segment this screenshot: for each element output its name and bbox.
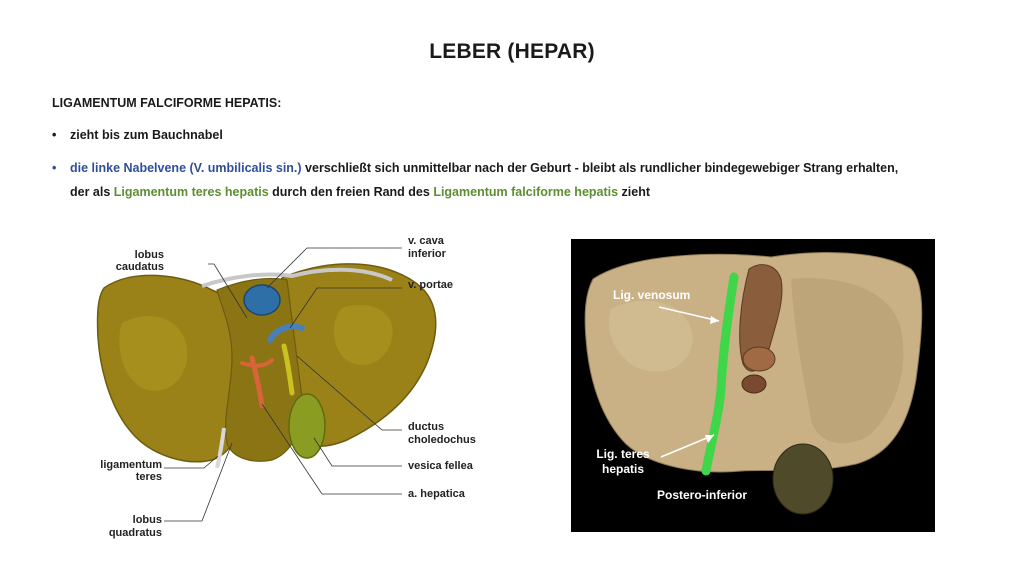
gallbladder: [773, 444, 833, 514]
label-lobus-quadratus: quadratus: [108, 527, 162, 539]
liver-photo-svg: [571, 239, 935, 532]
bullet-icon: •: [52, 161, 57, 175]
bullet-text: [70, 156, 972, 204]
vena-cava: [244, 285, 280, 315]
liver-diagram-svg: [92, 228, 492, 540]
label-lobus-caudatus: caudatus: [115, 261, 164, 273]
label-v-portae: v. portae: [408, 279, 454, 291]
slide-title: LEBER (HEPAR): [429, 40, 595, 63]
gallbladder: [289, 394, 325, 458]
label-lobus-caudatus: lobus: [134, 249, 164, 261]
text-segment: zieht: [618, 185, 651, 199]
label-lig-teres: hepatis: [601, 462, 645, 476]
label-lobus-quadratus: lobus: [132, 514, 162, 526]
bullet-icon: •: [52, 128, 57, 142]
text-segment: durch den freien Rand des: [268, 185, 434, 199]
label-lig-teres: teres: [135, 471, 162, 483]
liver-diagram: [92, 228, 492, 540]
section-heading: LIGAMENTUM FALCIFORME HEPATIS:: [52, 96, 282, 110]
photo-caption: Postero-inferior: [657, 488, 748, 502]
label-vesica: vesica fellea: [408, 460, 473, 472]
term-lig-teres: Ligamentum teres hepatis: [113, 185, 269, 199]
bullet-item-1: [52, 123, 223, 147]
bullet-item-2: [52, 156, 972, 204]
term-lig-falciforme: Ligamentum falciforme hepatis: [433, 185, 619, 199]
label-hepatica: a. hepatica: [408, 488, 465, 500]
label-lig-teres: ligamentum: [100, 459, 162, 471]
liver-photo: [571, 239, 935, 532]
label-ductus: choledochus: [408, 434, 476, 446]
label-ductus: ductus: [408, 421, 445, 433]
term-umbilical-vein: die linke Nabelvene (V. umbilicalis sin.): [70, 161, 302, 175]
label-lig-venosum: Lig. venosum: [613, 288, 691, 302]
label-v-cava: inferior: [408, 248, 446, 260]
bullet-text: zieht bis zum Bauchnabel: [70, 128, 223, 142]
vessel-stump: [742, 375, 766, 393]
text-segment: verschließt sich unmittelbar nach der Geburt - bleibt als rundlicher bindegewebiger Strang erhalten,: [301, 161, 899, 175]
label-lig-teres: Lig. teres: [596, 447, 650, 461]
text-segment: der als: [70, 185, 114, 199]
label-v-cava: v. cava: [408, 235, 444, 247]
vessel-stump: [743, 347, 775, 371]
